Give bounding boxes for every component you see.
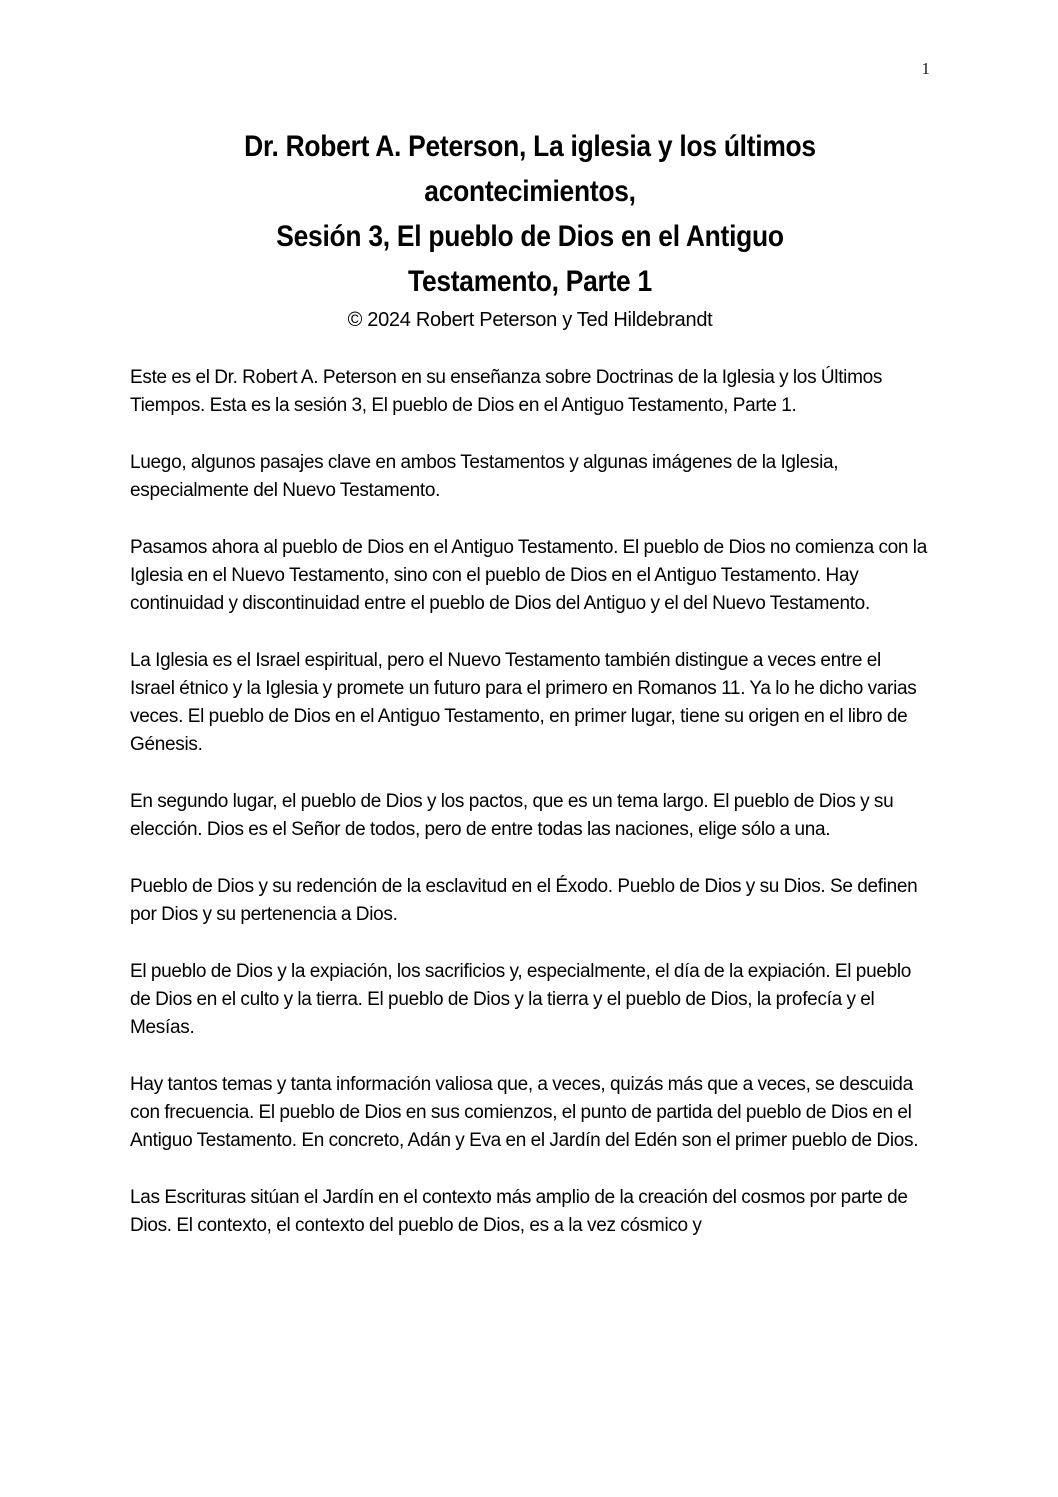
copyright-line: © 2024 Robert Peterson y Ted Hildebrandt <box>347 309 713 331</box>
paragraph: La Iglesia es el Israel espiritual, pero el Nuevo Testamento también distingue a veces entre el Israel étnico y la Iglesia y promete un futuro para el primero en Romanos 11. Ya lo he dicho varias veces. El pueblo de Dios en el Antiguo Testamento, en primer lugar, tiene su origen en el libro de Génesis. <box>130 650 917 755</box>
paragraph: Pueblo de Dios y su redención de la esclavitud en el Éxodo. Pueblo de Dios y su Dios. Se definen por Dios y su pertenencia a Dios. <box>130 876 918 925</box>
document-title <box>130 124 930 304</box>
document-title-line-4: Testamento, Parte 1 <box>408 265 652 298</box>
paragraph: El pueblo de Dios y la expiación, los sacrificios y, especialmente, el día de la expiación. El pueblo de Dios en el culto y la tierra. El pueblo de Dios y la tierra y el pueblo de Dios, la profecía y el Mesías. <box>130 961 912 1038</box>
paragraph: Pasamos ahora al pueblo de Dios en el Antiguo Testamento. El pueblo de Dios no comienza con la Iglesia en el Nuevo Testamento, sino con el pueblo de Dios en el Antiguo Testamento. Hay continuidad y discontinuidad entre el pueblo de Dios del Antiguo y el del Nuevo Testamento. <box>130 537 927 614</box>
paragraph: Las Escrituras sitúan el Jardín en el contexto más amplio de la creación del cosmos por parte de Dios. El contexto, el contexto del pueblo de Dios, es a la vez cósmico y <box>130 1187 908 1236</box>
document-title-line-2: acontecimientos, <box>424 175 636 208</box>
document-body <box>130 364 930 1240</box>
document-title-line-3: Sesión 3, El pueblo de Dios en el Antiguo <box>276 220 784 253</box>
paragraph: Luego, algunos pasajes clave en ambos Testamentos y algunas imágenes de la Iglesia, especialmente del Nuevo Testamento. <box>130 452 839 501</box>
page-number: 1 <box>921 59 930 78</box>
document-title-line-1: Dr. Robert A. Peterson, La iglesia y los últimos <box>244 130 816 163</box>
paragraph: Hay tantos temas y tanta información valiosa que, a veces, quizás más que a veces, se descuida con frecuencia. El pueblo de Dios en sus comienzos, el punto de partida del pueblo de Dios en el Antiguo Testamento. En concreto, Adán y Eva en el Jardín del Edén son el primer pueblo de Dios. <box>130 1074 919 1151</box>
paragraph: En segundo lugar, el pueblo de Dios y los pactos, que es un tema largo. El pueblo de Dios y su elección. Dios es el Señor de todos, pero de entre todas las naciones, elige sólo a una. <box>130 791 894 840</box>
paragraph: Este es el Dr. Robert A. Peterson en su enseñanza sobre Doctrinas de la Iglesia y los Últimos Tiempos. Esta es la sesión 3, El pueblo de Dios en el Antiguo Testamento, Parte 1. <box>130 367 883 416</box>
